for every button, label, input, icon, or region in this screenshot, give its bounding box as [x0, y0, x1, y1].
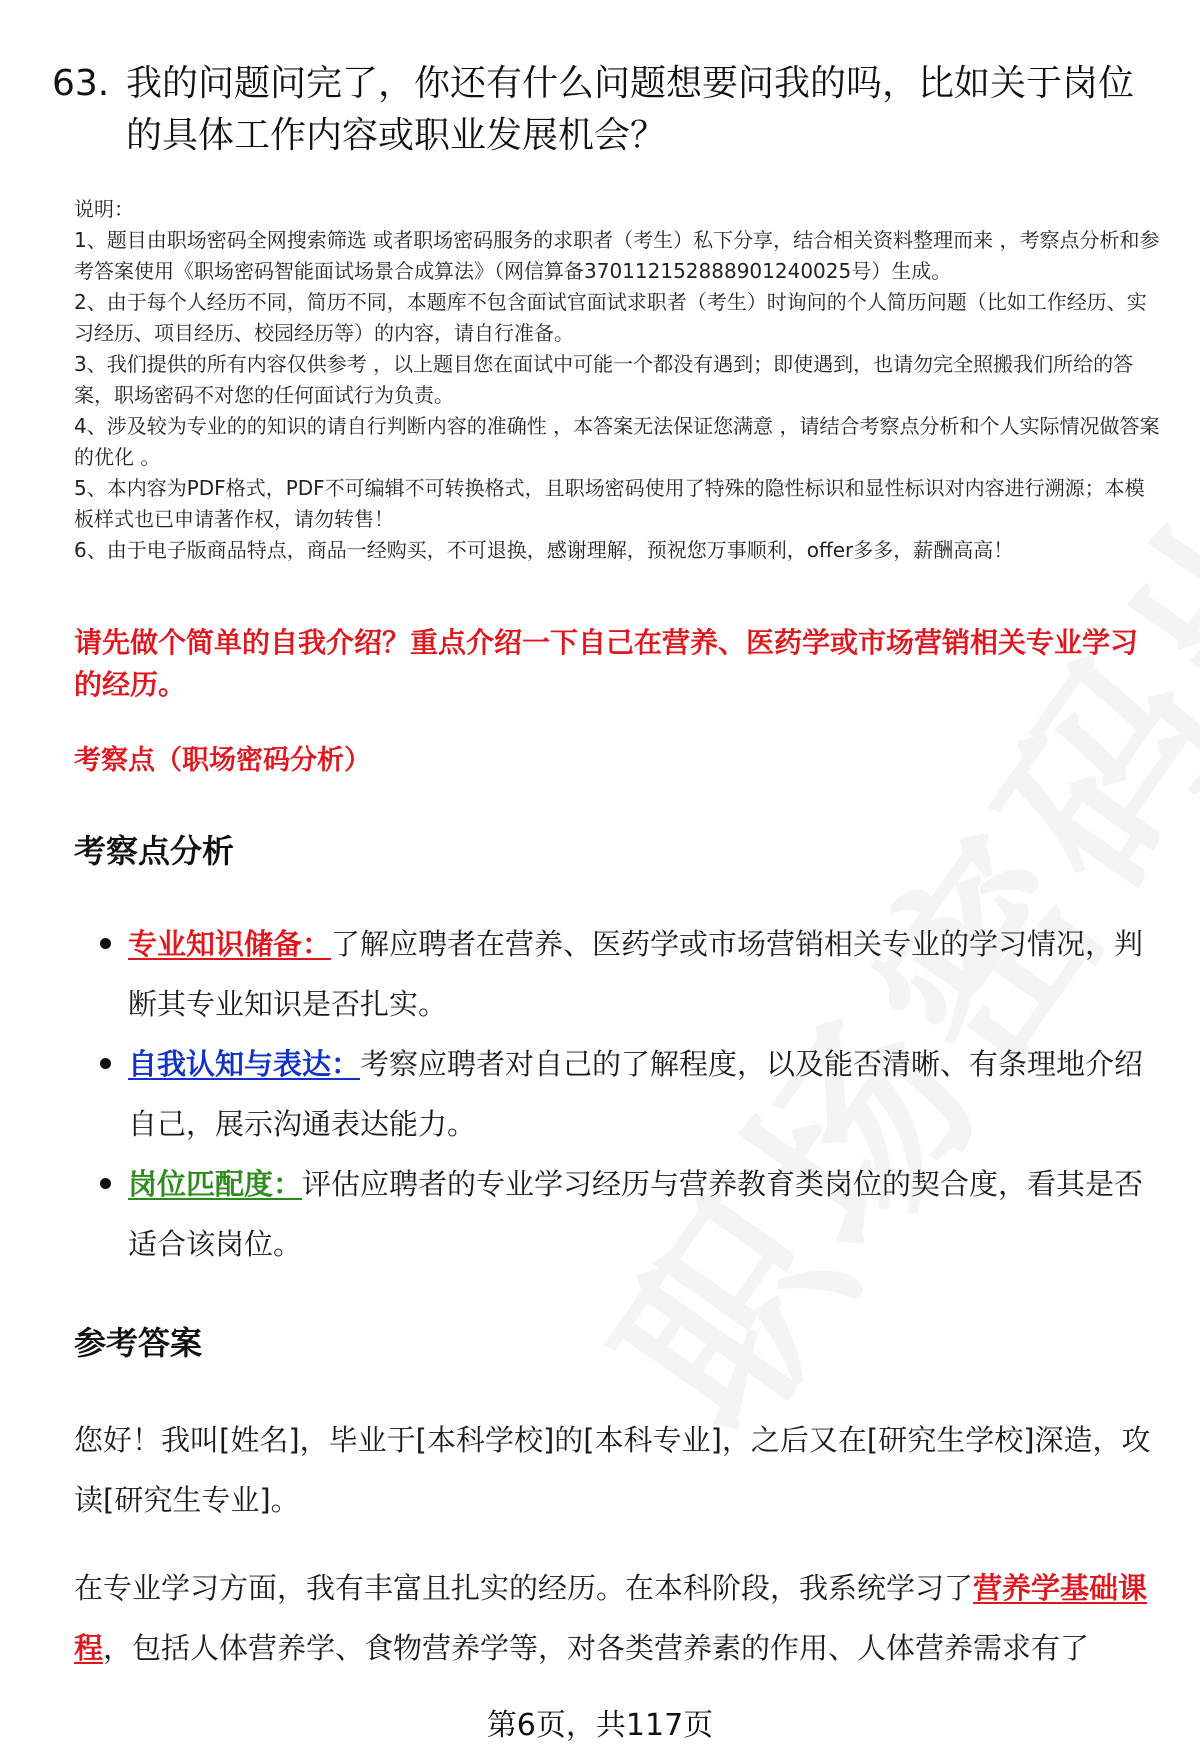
analysis-heading: 考察点分析 [74, 832, 235, 870]
disclaimer-notes [74, 194, 1160, 566]
bullet-dot-icon [100, 1058, 111, 1069]
analysis-item [100, 1154, 1150, 1274]
analysis-label: 专业知识储备： [128, 927, 332, 961]
answer-text: ，包括人体营养学、食物营养学等，对各类营养素的作用、人体营养需求有了 [103, 1631, 1090, 1665]
answer-paragraph: 您好！我叫[姓名]，毕业于[本科学校]的[本科专业]，之后又在[研究生学校]深造，攻读[研究生专业]。 [74, 1423, 1151, 1517]
reference-answer [74, 1410, 1154, 1706]
analysis-text: 评估应聘者的专业学习经历与营养教育类岗位的契合度，看其是否适合该岗位。 [128, 1167, 1144, 1261]
notes-heading: 说明： [74, 197, 134, 221]
analysis-label: 岗位匹配度： [128, 1167, 303, 1201]
notes-item: 2、由于每个人经历不同，简历不同，本题库不包含面试官面试求职者（考生）时询问的个人简历问题（比如工作经历、实习经历、项目经历、校园经历等）的内容，请自行准备。 [74, 290, 1147, 345]
bullet-dot-icon [100, 1178, 111, 1189]
notes-item: 3、我们提供的所有内容仅供参考 ，以上题目您在面试中可能一个都没有遇到；即使遇到，也请勿完全照搬我们所给的答案，职场密码不对您的任何面试行为负责。 [74, 352, 1134, 407]
answer-paragraph [74, 1558, 1154, 1678]
answer-text: 在专业学习方面，我有丰富且扎实的经历。在本科阶段，我系统学习了 [74, 1571, 974, 1605]
question-title [52, 58, 1152, 162]
kaochadian-label: 考察点（职场密码分析） [74, 745, 371, 776]
interview-question: 请先做个简单的自我介绍？重点介绍一下自己在营养、医药学或市场营销相关专业学习的经历。 [74, 626, 1139, 701]
analysis-list [100, 914, 1150, 1274]
answer-heading: 参考答案 [74, 1324, 203, 1362]
page-footer: 第6页，共117页 [486, 1708, 714, 1743]
notes-item: 5、本内容为PDF格式，PDF不可编辑不可转换格式，且职场密码使用了特殊的隐性标识和显性标识对内容进行溯源；本模板样式也已申请著作权，请勿转售！ [74, 476, 1145, 531]
analysis-text: 了解应聘者在营养、医药学或市场营销相关专业的学习情况，判断其专业知识是否扎实。 [128, 927, 1144, 1021]
answer-highlight: 营养学基础课程 [74, 1571, 1148, 1665]
bullet-dot-icon [100, 938, 111, 949]
notes-item: 1、题目由职场密码全网搜索筛选 或者职场密码服务的求职者（考生）私下分享，结合相关资料整理而来 ，考察点分析和参考答案使用《职场密码智能面试场景合成算法》（网信算备370112152888901240025号）生成。 [74, 228, 1160, 283]
question-text: 我的问题问完了，你还有什么问题想要问我的吗，比如关于岗位的具体工作内容或职业发展机会？ [126, 63, 1135, 156]
analysis-text: 考察应聘者对自己的了解程度，以及能否清晰、有条理地介绍自己，展示沟通表达能力。 [128, 1047, 1144, 1141]
notes-item: 4、涉及较为专业的的知识的请自行判断内容的准确性 ，本答案无法保证您满意 ，请结合考察点分析和个人实际情况做答案的优化 。 [74, 414, 1160, 469]
notes-item: 6、由于电子版商品特点，商品一经购买，不可退换，感谢理解，预祝您万事顺利，offer多多，薪酬高高！ [74, 538, 1014, 562]
question-number: 63. [52, 63, 110, 104]
analysis-label: 自我认知与表达： [128, 1047, 361, 1081]
analysis-item [100, 1034, 1150, 1154]
analysis-item [100, 914, 1150, 1034]
